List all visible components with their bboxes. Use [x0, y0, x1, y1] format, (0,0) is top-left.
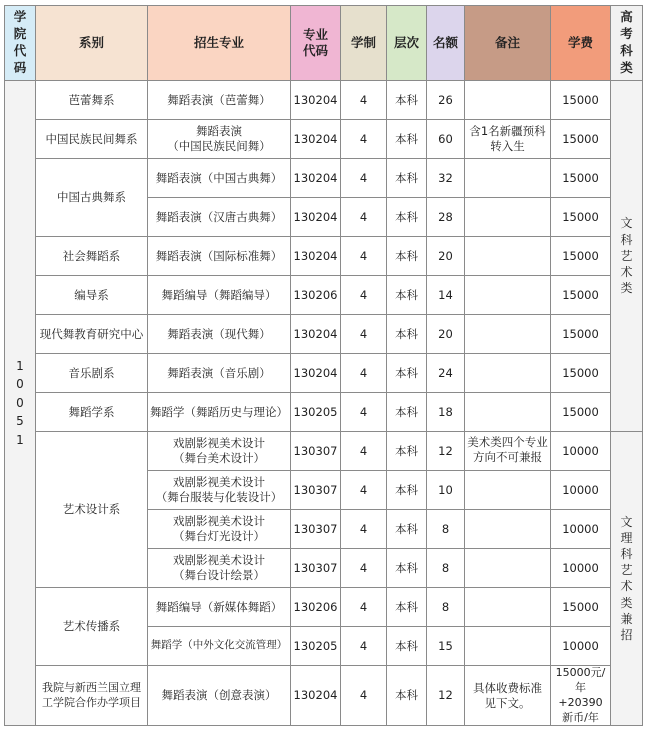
tuition-cell: 10000: [551, 549, 611, 588]
major-cell: 舞蹈表演（现代舞）: [148, 315, 291, 354]
tuition-cell: 10000: [551, 432, 611, 471]
quota-cell: 60: [427, 120, 465, 159]
duration-cell: 4: [341, 159, 387, 198]
level-cell: 本科: [387, 471, 427, 510]
major-cell: 舞蹈表演 （中国民族民间舞）: [148, 120, 291, 159]
quota-cell: 10: [427, 471, 465, 510]
level-cell: 本科: [387, 237, 427, 276]
header-tuition: 学费: [551, 6, 611, 81]
table-row: [5, 393, 643, 432]
table-row: [5, 432, 643, 471]
table-row: [5, 237, 643, 276]
duration-cell: 4: [341, 120, 387, 159]
header-quota: 名额: [427, 6, 465, 81]
header-major-code: 专业代码: [291, 6, 341, 81]
table-row: [5, 159, 643, 198]
major-code-cell: 130206: [291, 588, 341, 627]
notes-cell: [465, 276, 551, 315]
department-cell: 音乐剧系: [36, 354, 148, 393]
table-row: [5, 81, 643, 120]
notes-cell: [465, 588, 551, 627]
level-cell: 本科: [387, 81, 427, 120]
major-code-cell: 130204: [291, 120, 341, 159]
duration-cell: 4: [341, 549, 387, 588]
tuition-cell: 15000: [551, 198, 611, 237]
major-code-cell: 130307: [291, 549, 341, 588]
major-cell: 戏剧影视美术设计 （舞台服装与化装设计）: [148, 471, 291, 510]
duration-cell: 4: [341, 471, 387, 510]
tuition-cell: 10000: [551, 471, 611, 510]
table-row: [5, 120, 643, 159]
major-cell: 舞蹈表演（芭蕾舞）: [148, 81, 291, 120]
tuition-cell: 15000: [551, 237, 611, 276]
quota-cell: 20: [427, 237, 465, 276]
duration-cell: 4: [341, 276, 387, 315]
level-cell: 本科: [387, 276, 427, 315]
notes-cell: [465, 471, 551, 510]
header-department: 系别: [36, 6, 148, 81]
quota-cell: 24: [427, 354, 465, 393]
exam-category-both: 文理科艺术类兼招: [611, 432, 643, 726]
tuition-cell: 15000: [551, 120, 611, 159]
table-row: [5, 276, 643, 315]
duration-cell: 4: [341, 81, 387, 120]
level-cell: 本科: [387, 588, 427, 627]
notes-cell: 美术类四个专业 方向不可兼报: [465, 432, 551, 471]
quota-cell: 8: [427, 549, 465, 588]
header-level: 层次: [387, 6, 427, 81]
department-cell: 艺术传播系: [36, 588, 148, 666]
department-cell: 中国民族民间舞系: [36, 120, 148, 159]
major-cell: 舞蹈学（舞蹈历史与理论）: [148, 393, 291, 432]
level-cell: 本科: [387, 510, 427, 549]
level-cell: 本科: [387, 432, 427, 471]
major-cell: 舞蹈编导（新媒体舞蹈）: [148, 588, 291, 627]
tuition-cell: 15000: [551, 81, 611, 120]
notes-cell: [465, 315, 551, 354]
major-code-cell: 130205: [291, 627, 341, 666]
header-major: 招生专业: [148, 6, 291, 81]
quota-cell: 12: [427, 666, 465, 726]
level-cell: 本科: [387, 354, 427, 393]
department-cell: 中国古典舞系: [36, 159, 148, 237]
duration-cell: 4: [341, 627, 387, 666]
notes-cell: [465, 549, 551, 588]
duration-cell: 4: [341, 432, 387, 471]
major-code-cell: 130204: [291, 666, 341, 726]
major-code-cell: 130204: [291, 315, 341, 354]
department-cell: 我院与新西兰国立理 工学院合作办学项目: [36, 666, 148, 726]
quota-cell: 15: [427, 627, 465, 666]
major-code-cell: 130307: [291, 471, 341, 510]
header-row: [5, 6, 643, 81]
department-cell: 现代舞教育研究中心: [36, 315, 148, 354]
major-cell: 舞蹈表演（创意表演）: [148, 666, 291, 726]
major-code-cell: 130307: [291, 432, 341, 471]
department-cell: 艺术设计系: [36, 432, 148, 588]
tuition-cell: 15000: [551, 276, 611, 315]
level-cell: 本科: [387, 549, 427, 588]
level-cell: 本科: [387, 627, 427, 666]
department-cell: 舞蹈学系: [36, 393, 148, 432]
tuition-cell: 15000: [551, 354, 611, 393]
duration-cell: 4: [341, 510, 387, 549]
tuition-cell: 10000: [551, 627, 611, 666]
header-college-code: 学院代码: [5, 6, 36, 81]
major-code-cell: 130204: [291, 198, 341, 237]
quota-cell: 32: [427, 159, 465, 198]
level-cell: 本科: [387, 198, 427, 237]
duration-cell: 4: [341, 393, 387, 432]
notes-cell: [465, 237, 551, 276]
table-row: [5, 588, 643, 627]
level-cell: 本科: [387, 666, 427, 726]
tuition-cell: 10000: [551, 510, 611, 549]
quota-cell: 8: [427, 510, 465, 549]
notes-cell: [465, 627, 551, 666]
duration-cell: 4: [341, 354, 387, 393]
notes-cell: 含1名新疆预科 转入生: [465, 120, 551, 159]
enrollment-table: [4, 5, 643, 726]
major-code-cell: 130204: [291, 159, 341, 198]
duration-cell: 4: [341, 666, 387, 726]
table-row: [5, 666, 643, 726]
exam-category-arts: 文科艺术类: [611, 81, 643, 432]
quota-cell: 20: [427, 315, 465, 354]
major-code-cell: 130206: [291, 276, 341, 315]
major-cell: 舞蹈表演（音乐剧）: [148, 354, 291, 393]
quota-cell: 12: [427, 432, 465, 471]
major-cell: 戏剧影视美术设计 （舞台设计绘景）: [148, 549, 291, 588]
notes-cell: [465, 354, 551, 393]
major-code-cell: 130204: [291, 81, 341, 120]
quota-cell: 18: [427, 393, 465, 432]
department-cell: 编导系: [36, 276, 148, 315]
quota-cell: 26: [427, 81, 465, 120]
notes-cell: 具体收费标准 见下文。: [465, 666, 551, 726]
level-cell: 本科: [387, 120, 427, 159]
duration-cell: 4: [341, 588, 387, 627]
level-cell: 本科: [387, 315, 427, 354]
table-row: [5, 315, 643, 354]
header-notes: 备注: [465, 6, 551, 81]
tuition-cell: 15000: [551, 393, 611, 432]
major-cell: 舞蹈表演（汉唐古典舞）: [148, 198, 291, 237]
quota-cell: 8: [427, 588, 465, 627]
tuition-cell: 15000: [551, 159, 611, 198]
major-cell: 舞蹈表演（中国古典舞）: [148, 159, 291, 198]
tuition-cell: 15000元/年 +20390 新币/年: [551, 666, 611, 726]
major-code-cell: 130307: [291, 510, 341, 549]
major-code-cell: 130204: [291, 354, 341, 393]
tuition-cell: 15000: [551, 315, 611, 354]
tuition-cell: 15000: [551, 588, 611, 627]
duration-cell: 4: [341, 198, 387, 237]
level-cell: 本科: [387, 159, 427, 198]
header-duration: 学制: [341, 6, 387, 81]
major-cell: 舞蹈表演（国际标准舞）: [148, 237, 291, 276]
notes-cell: [465, 510, 551, 549]
duration-cell: 4: [341, 315, 387, 354]
level-cell: 本科: [387, 393, 427, 432]
notes-cell: [465, 81, 551, 120]
table-row: [5, 354, 643, 393]
header-exam-category: 高考科类: [611, 6, 643, 81]
college-code-cell: 10051: [5, 81, 36, 726]
notes-cell: [465, 393, 551, 432]
department-cell: 社会舞蹈系: [36, 237, 148, 276]
quota-cell: 28: [427, 198, 465, 237]
major-cell: 戏剧影视美术设计 （舞台美术设计）: [148, 432, 291, 471]
major-cell: 舞蹈编导（舞蹈编导）: [148, 276, 291, 315]
major-cell: 戏剧影视美术设计 （舞台灯光设计）: [148, 510, 291, 549]
department-cell: 芭蕾舞系: [36, 81, 148, 120]
notes-cell: [465, 198, 551, 237]
major-code-cell: 130204: [291, 237, 341, 276]
major-cell: 舞蹈学（中外文化交流管理）: [148, 627, 291, 666]
duration-cell: 4: [341, 237, 387, 276]
major-code-cell: 130205: [291, 393, 341, 432]
notes-cell: [465, 159, 551, 198]
quota-cell: 14: [427, 276, 465, 315]
